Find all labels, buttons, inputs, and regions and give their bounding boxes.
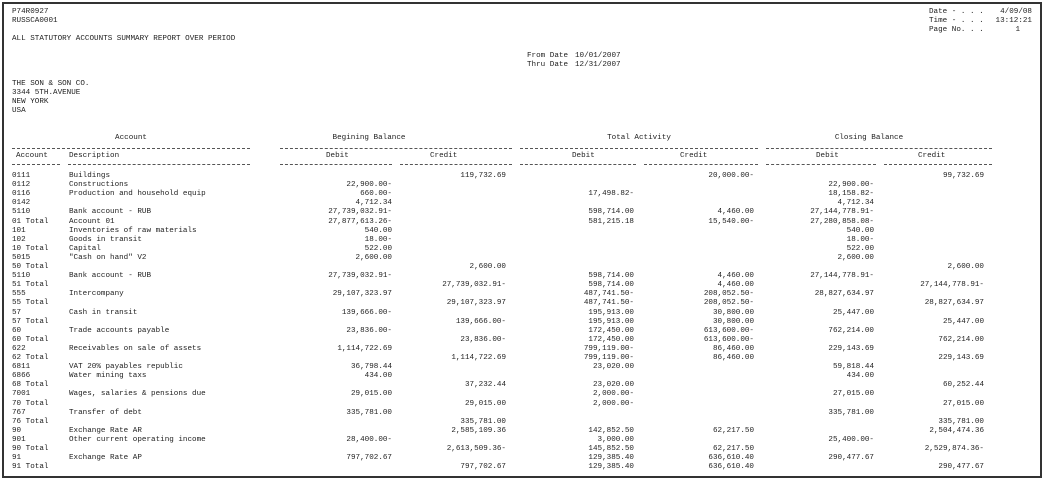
activity-debit: 3,000.00 bbox=[597, 435, 634, 444]
activity-credit: 20,000.00- bbox=[708, 172, 754, 180]
rule bbox=[68, 164, 250, 165]
begin-debit: 23,836.00- bbox=[346, 326, 392, 335]
table-row bbox=[4, 454, 1044, 463]
activity-debit: 195,913.00 bbox=[588, 317, 634, 326]
closing-debit-heading: Debit bbox=[816, 152, 839, 160]
rule bbox=[12, 164, 60, 165]
table-row bbox=[4, 463, 1044, 472]
account-code: 68 Total bbox=[12, 381, 49, 390]
activity-debit: 598,714.00 bbox=[588, 272, 634, 281]
description-column-heading: Description bbox=[69, 152, 120, 160]
begin-credit: 29,107,323.97 bbox=[446, 299, 506, 308]
company-street: 3344 5TH.AVENUE bbox=[12, 89, 81, 97]
table-row bbox=[4, 190, 1044, 199]
report-page bbox=[2, 2, 1042, 478]
account-code: 5110 bbox=[12, 272, 31, 281]
table-row bbox=[4, 172, 1044, 181]
closing-credit: 28,827,634.97 bbox=[924, 299, 984, 308]
begin-debit: 27,739,032.91- bbox=[328, 208, 392, 217]
company-name: THE SON & SON CO. bbox=[12, 80, 90, 88]
rule bbox=[766, 164, 876, 165]
account-code: 0111 bbox=[12, 172, 31, 180]
company-country: USA bbox=[12, 107, 26, 115]
closing-credit: 25,447.00 bbox=[942, 317, 984, 326]
account-description: Capital bbox=[69, 244, 101, 253]
activity-credit: 636,610.40 bbox=[708, 463, 754, 472]
closing-credit: 2,504,474.36 bbox=[929, 426, 984, 435]
table-row bbox=[4, 281, 1044, 290]
account-code: 0112 bbox=[12, 181, 31, 190]
begin-debit: 36,798.44 bbox=[350, 363, 392, 372]
account-description: Exchange Rate AR bbox=[69, 426, 142, 435]
begin-debit: 27,739,032.91- bbox=[328, 272, 392, 281]
rule bbox=[280, 164, 392, 165]
account-column-heading: Account bbox=[16, 152, 48, 160]
account-description: Inventories of raw materials bbox=[69, 226, 197, 235]
begin-debit: 2,600.00 bbox=[355, 253, 392, 262]
account-code: 0116 bbox=[12, 190, 31, 199]
begin-debit: 139,666.00- bbox=[341, 308, 392, 317]
table-row bbox=[4, 400, 1044, 409]
begin-debit: 522.00 bbox=[364, 244, 392, 253]
account-description: Cash in transit bbox=[69, 308, 138, 317]
closing-debit: 18.00- bbox=[846, 235, 874, 244]
closing-credit: 290,477.67 bbox=[938, 463, 984, 472]
begin-debit: 29,015.00 bbox=[350, 390, 392, 399]
account-code: 60 Total bbox=[12, 335, 49, 344]
closing-credit: 60,252.44 bbox=[942, 381, 984, 390]
begin-debit: 1,114,722.69 bbox=[337, 344, 392, 353]
closing-debit: 22,900.00- bbox=[828, 181, 874, 190]
table-row bbox=[4, 372, 1044, 381]
begin-debit: 28,400.00- bbox=[346, 435, 392, 444]
activity-debit: 129,385.40 bbox=[588, 463, 634, 472]
activity-credit: 62,217.50 bbox=[712, 445, 754, 453]
begin-debit: 22,900.00- bbox=[346, 181, 392, 190]
activity-debit: 487,741.50- bbox=[583, 299, 634, 308]
account-code: 90 bbox=[12, 426, 22, 435]
closing-debit: 522.00 bbox=[846, 244, 874, 253]
activity-debit: 195,913.00 bbox=[588, 308, 634, 317]
closing-credit: 27,144,778.91- bbox=[920, 281, 984, 290]
table-row bbox=[4, 245, 1044, 254]
activity-debit: 129,385.40 bbox=[588, 454, 634, 463]
account-code: 70 Total bbox=[12, 399, 49, 408]
table-row bbox=[4, 418, 1044, 427]
account-code: 91 Total bbox=[12, 463, 49, 472]
rule bbox=[644, 164, 758, 165]
table-row bbox=[4, 263, 1044, 272]
account-description: Account 01 bbox=[69, 217, 115, 226]
account-code: 55 Total bbox=[12, 299, 49, 308]
account-code: 6866 bbox=[12, 372, 31, 381]
closing-debit: 18,158.82- bbox=[828, 190, 874, 199]
activity-debit: 581,215.18 bbox=[588, 217, 634, 226]
begin-credit-heading: Credit bbox=[430, 152, 458, 160]
closing-debit: 4,712.34 bbox=[837, 199, 874, 208]
from-date-label: From Date bbox=[527, 52, 569, 60]
account-group-heading: Account bbox=[115, 134, 147, 142]
account-code: 91 bbox=[12, 454, 22, 463]
account-description: Water mining taxs bbox=[69, 372, 147, 381]
rule bbox=[400, 164, 512, 165]
account-description: Constructions bbox=[69, 181, 129, 190]
begin-debit: 660.00- bbox=[360, 190, 392, 199]
report-code: RUSSCA0001 bbox=[12, 17, 58, 25]
report-title: ALL STATUTORY ACCOUNTS SUMMARY REPORT OVER PERIOD bbox=[12, 35, 236, 43]
begin-credit: 23,836.00- bbox=[460, 335, 506, 344]
thru-date-value: 12/31/2007 bbox=[575, 61, 621, 69]
account-description: Transfer of debt bbox=[69, 408, 142, 417]
account-code: 62 Total bbox=[12, 354, 49, 362]
begin-credit: 119,732.69 bbox=[460, 172, 506, 180]
account-code: 901 bbox=[12, 435, 26, 444]
activity-debit: 17,498.82- bbox=[588, 190, 634, 199]
activity-credit: 208,052.50- bbox=[703, 290, 754, 299]
rule bbox=[520, 148, 758, 149]
activity-debit: 145,852.50 bbox=[588, 445, 634, 453]
begin-credit: 797,702.67 bbox=[460, 463, 506, 472]
rule bbox=[884, 164, 992, 165]
page-label: Page No. . . bbox=[929, 26, 984, 34]
begin-debit-heading: Debit bbox=[326, 152, 349, 160]
activity-debit: 799,119.00- bbox=[583, 354, 634, 362]
account-code: 622 bbox=[12, 344, 26, 353]
activity-debit: 598,714.00 bbox=[588, 208, 634, 217]
activity-debit-heading: Debit bbox=[572, 152, 595, 160]
closing-debit: 762,214.00 bbox=[828, 326, 874, 335]
account-description: Bank account - RUB bbox=[69, 272, 152, 281]
activity-credit-heading: Credit bbox=[680, 152, 708, 160]
begin-debit: 4,712.34 bbox=[355, 199, 392, 208]
activity-credit: 86,460.00 bbox=[712, 354, 754, 362]
table-row bbox=[4, 336, 1044, 345]
account-code: 6811 bbox=[12, 363, 31, 372]
closing-debit: 28,827,634.97 bbox=[814, 290, 874, 299]
table-row bbox=[4, 354, 1044, 363]
activity-debit: 23,020.00 bbox=[592, 381, 634, 390]
account-description: VAT 20% payables republic bbox=[69, 363, 183, 372]
account-code: 51 Total bbox=[12, 281, 49, 290]
program-id: P74R0927 bbox=[12, 8, 49, 16]
closing-debit: 540.00 bbox=[846, 226, 874, 235]
rule bbox=[12, 148, 250, 149]
table-row bbox=[4, 272, 1044, 281]
account-description: "Cash on hand" V2 bbox=[69, 253, 147, 262]
closing-debit: 229,143.69 bbox=[828, 344, 874, 353]
activity-debit: 2,000.00- bbox=[592, 390, 634, 399]
begin-credit: 2,585,109.36 bbox=[451, 426, 506, 435]
begin-credit: 1,114,722.69 bbox=[451, 354, 506, 362]
closing-debit: 27,144,778.91- bbox=[810, 208, 874, 217]
account-code: 0142 bbox=[12, 199, 31, 208]
account-description: Goods in transit bbox=[69, 235, 142, 244]
activity-debit: 23,020.00 bbox=[592, 363, 634, 372]
closing-debit: 59,818.44 bbox=[832, 363, 874, 372]
begin-debit: 434.00 bbox=[364, 372, 392, 381]
activity-credit: 636,610.40 bbox=[708, 454, 754, 463]
table-row bbox=[4, 445, 1044, 454]
account-code: 5110 bbox=[12, 208, 31, 217]
table-row bbox=[4, 318, 1044, 327]
closing-debit: 434.00 bbox=[846, 372, 874, 381]
table-row bbox=[4, 409, 1044, 418]
total-activity-heading: Total Activity bbox=[607, 134, 671, 142]
table-row bbox=[4, 208, 1044, 217]
table-row bbox=[4, 345, 1044, 354]
page-number: 1 bbox=[1015, 26, 1020, 34]
begin-debit: 797,702.67 bbox=[346, 454, 392, 463]
closing-debit: 25,447.00 bbox=[832, 308, 874, 317]
account-description: Other current operating income bbox=[69, 435, 206, 444]
closing-credit: 229,143.69 bbox=[938, 354, 984, 362]
begin-credit: 335,781.00 bbox=[460, 417, 506, 426]
account-description: Exchange Rate AP bbox=[69, 454, 142, 463]
table-row bbox=[4, 254, 1044, 263]
table-row bbox=[4, 363, 1044, 372]
account-code: 57 Total bbox=[12, 317, 49, 326]
closing-credit: 335,781.00 bbox=[938, 417, 984, 426]
account-code: 767 bbox=[12, 408, 26, 417]
closing-debit: 25,400.00- bbox=[828, 435, 874, 444]
activity-credit: 15,540.00- bbox=[708, 217, 754, 226]
begin-balance-heading: Begining Balance bbox=[332, 134, 406, 142]
closing-debit: 27,280,858.08- bbox=[810, 217, 874, 226]
closing-debit: 27,144,778.91- bbox=[810, 272, 874, 281]
closing-credit: 99,732.69 bbox=[942, 172, 984, 180]
activity-credit: 613,600.00- bbox=[703, 326, 754, 335]
closing-debit: 335,781.00 bbox=[828, 408, 874, 417]
account-code: 90 Total bbox=[12, 445, 49, 453]
closing-debit: 2,600.00 bbox=[837, 253, 874, 262]
begin-debit: 18.00- bbox=[364, 235, 392, 244]
begin-credit: 2,600.00 bbox=[469, 263, 506, 271]
date-value: 4/09/08 bbox=[1000, 8, 1032, 16]
account-description: Intercompany bbox=[69, 290, 124, 299]
begin-debit: 540.00 bbox=[364, 226, 392, 235]
table-row bbox=[4, 227, 1044, 236]
table-row bbox=[4, 199, 1044, 208]
table-row bbox=[4, 299, 1044, 308]
closing-credit: 2,600.00 bbox=[947, 263, 984, 271]
account-code: 10 Total bbox=[12, 244, 49, 253]
closing-credit: 2,529,874.36- bbox=[924, 445, 984, 453]
time-value: 13:12:21 bbox=[995, 17, 1032, 25]
account-description: Buildings bbox=[69, 172, 111, 180]
closing-credit-heading: Credit bbox=[918, 152, 946, 160]
activity-credit: 613,600.00- bbox=[703, 335, 754, 344]
account-code: 57 bbox=[12, 308, 22, 317]
begin-debit: 335,781.00 bbox=[346, 408, 392, 417]
activity-debit: 799,119.00- bbox=[583, 344, 634, 353]
activity-credit: 86,460.00 bbox=[712, 344, 754, 353]
begin-debit: 29,107,323.97 bbox=[332, 290, 392, 299]
account-description: Trade accounts payable bbox=[69, 326, 170, 335]
table-row bbox=[4, 327, 1044, 336]
activity-credit: 4,460.00 bbox=[717, 208, 754, 217]
activity-debit: 598,714.00 bbox=[588, 281, 634, 290]
begin-credit: 2,613,509.36- bbox=[446, 445, 506, 453]
begin-credit: 29,015.00 bbox=[464, 399, 506, 408]
activity-debit: 172,450.00 bbox=[588, 326, 634, 335]
rule bbox=[280, 148, 512, 149]
table-row bbox=[4, 390, 1044, 399]
activity-credit: 208,052.50- bbox=[703, 299, 754, 308]
table-row bbox=[4, 436, 1044, 445]
begin-credit: 27,739,032.91- bbox=[442, 281, 506, 290]
rule bbox=[520, 164, 636, 165]
activity-debit: 2,000.00- bbox=[592, 399, 634, 408]
account-description: Receivables on sale of assets bbox=[69, 344, 202, 353]
table-row bbox=[4, 309, 1044, 318]
account-code: 60 bbox=[12, 326, 22, 335]
closing-balance-heading: Closing Balance bbox=[834, 134, 904, 142]
activity-credit: 62,217.50 bbox=[712, 426, 754, 435]
activity-debit: 172,450.00 bbox=[588, 335, 634, 344]
account-description: Wages, salaries & pensions due bbox=[69, 390, 206, 399]
date-label: Date - . . . bbox=[929, 8, 984, 16]
account-description: Production and household equip bbox=[69, 190, 206, 199]
table-row bbox=[4, 381, 1044, 390]
time-label: Time - . . . bbox=[929, 17, 984, 25]
account-code: 5015 bbox=[12, 253, 31, 262]
begin-credit: 139,666.00- bbox=[455, 317, 506, 326]
account-code: 7001 bbox=[12, 390, 31, 399]
begin-credit: 37,232.44 bbox=[464, 381, 506, 390]
company-city: NEW YORK bbox=[12, 98, 49, 106]
table-row bbox=[4, 427, 1044, 436]
activity-debit: 487,741.50- bbox=[583, 290, 634, 299]
account-code: 01 Total bbox=[12, 217, 49, 226]
account-description: Bank account - RUB bbox=[69, 208, 152, 217]
rule bbox=[766, 148, 992, 149]
closing-debit: 290,477.67 bbox=[828, 454, 874, 463]
activity-credit: 4,460.00 bbox=[717, 281, 754, 290]
table-row bbox=[4, 236, 1044, 245]
closing-credit: 762,214.00 bbox=[938, 335, 984, 344]
activity-debit: 142,852.50 bbox=[588, 426, 634, 435]
account-code: 102 bbox=[12, 235, 26, 244]
activity-credit: 30,800.00 bbox=[712, 317, 754, 326]
account-code: 76 Total bbox=[12, 417, 49, 426]
account-code: 50 Total bbox=[12, 263, 49, 271]
account-code: 555 bbox=[12, 290, 26, 299]
table-row bbox=[4, 218, 1044, 227]
closing-credit: 27,015.00 bbox=[942, 399, 984, 408]
activity-credit: 4,460.00 bbox=[717, 272, 754, 281]
closing-debit: 27,015.00 bbox=[832, 390, 874, 399]
thru-date-label: Thru Date bbox=[527, 61, 569, 69]
from-date-value: 10/01/2007 bbox=[575, 52, 621, 60]
table-row bbox=[4, 181, 1044, 190]
account-code: 101 bbox=[12, 226, 26, 235]
begin-debit: 27,877,613.26- bbox=[328, 217, 392, 226]
activity-credit: 30,800.00 bbox=[712, 308, 754, 317]
table-row bbox=[4, 290, 1044, 299]
